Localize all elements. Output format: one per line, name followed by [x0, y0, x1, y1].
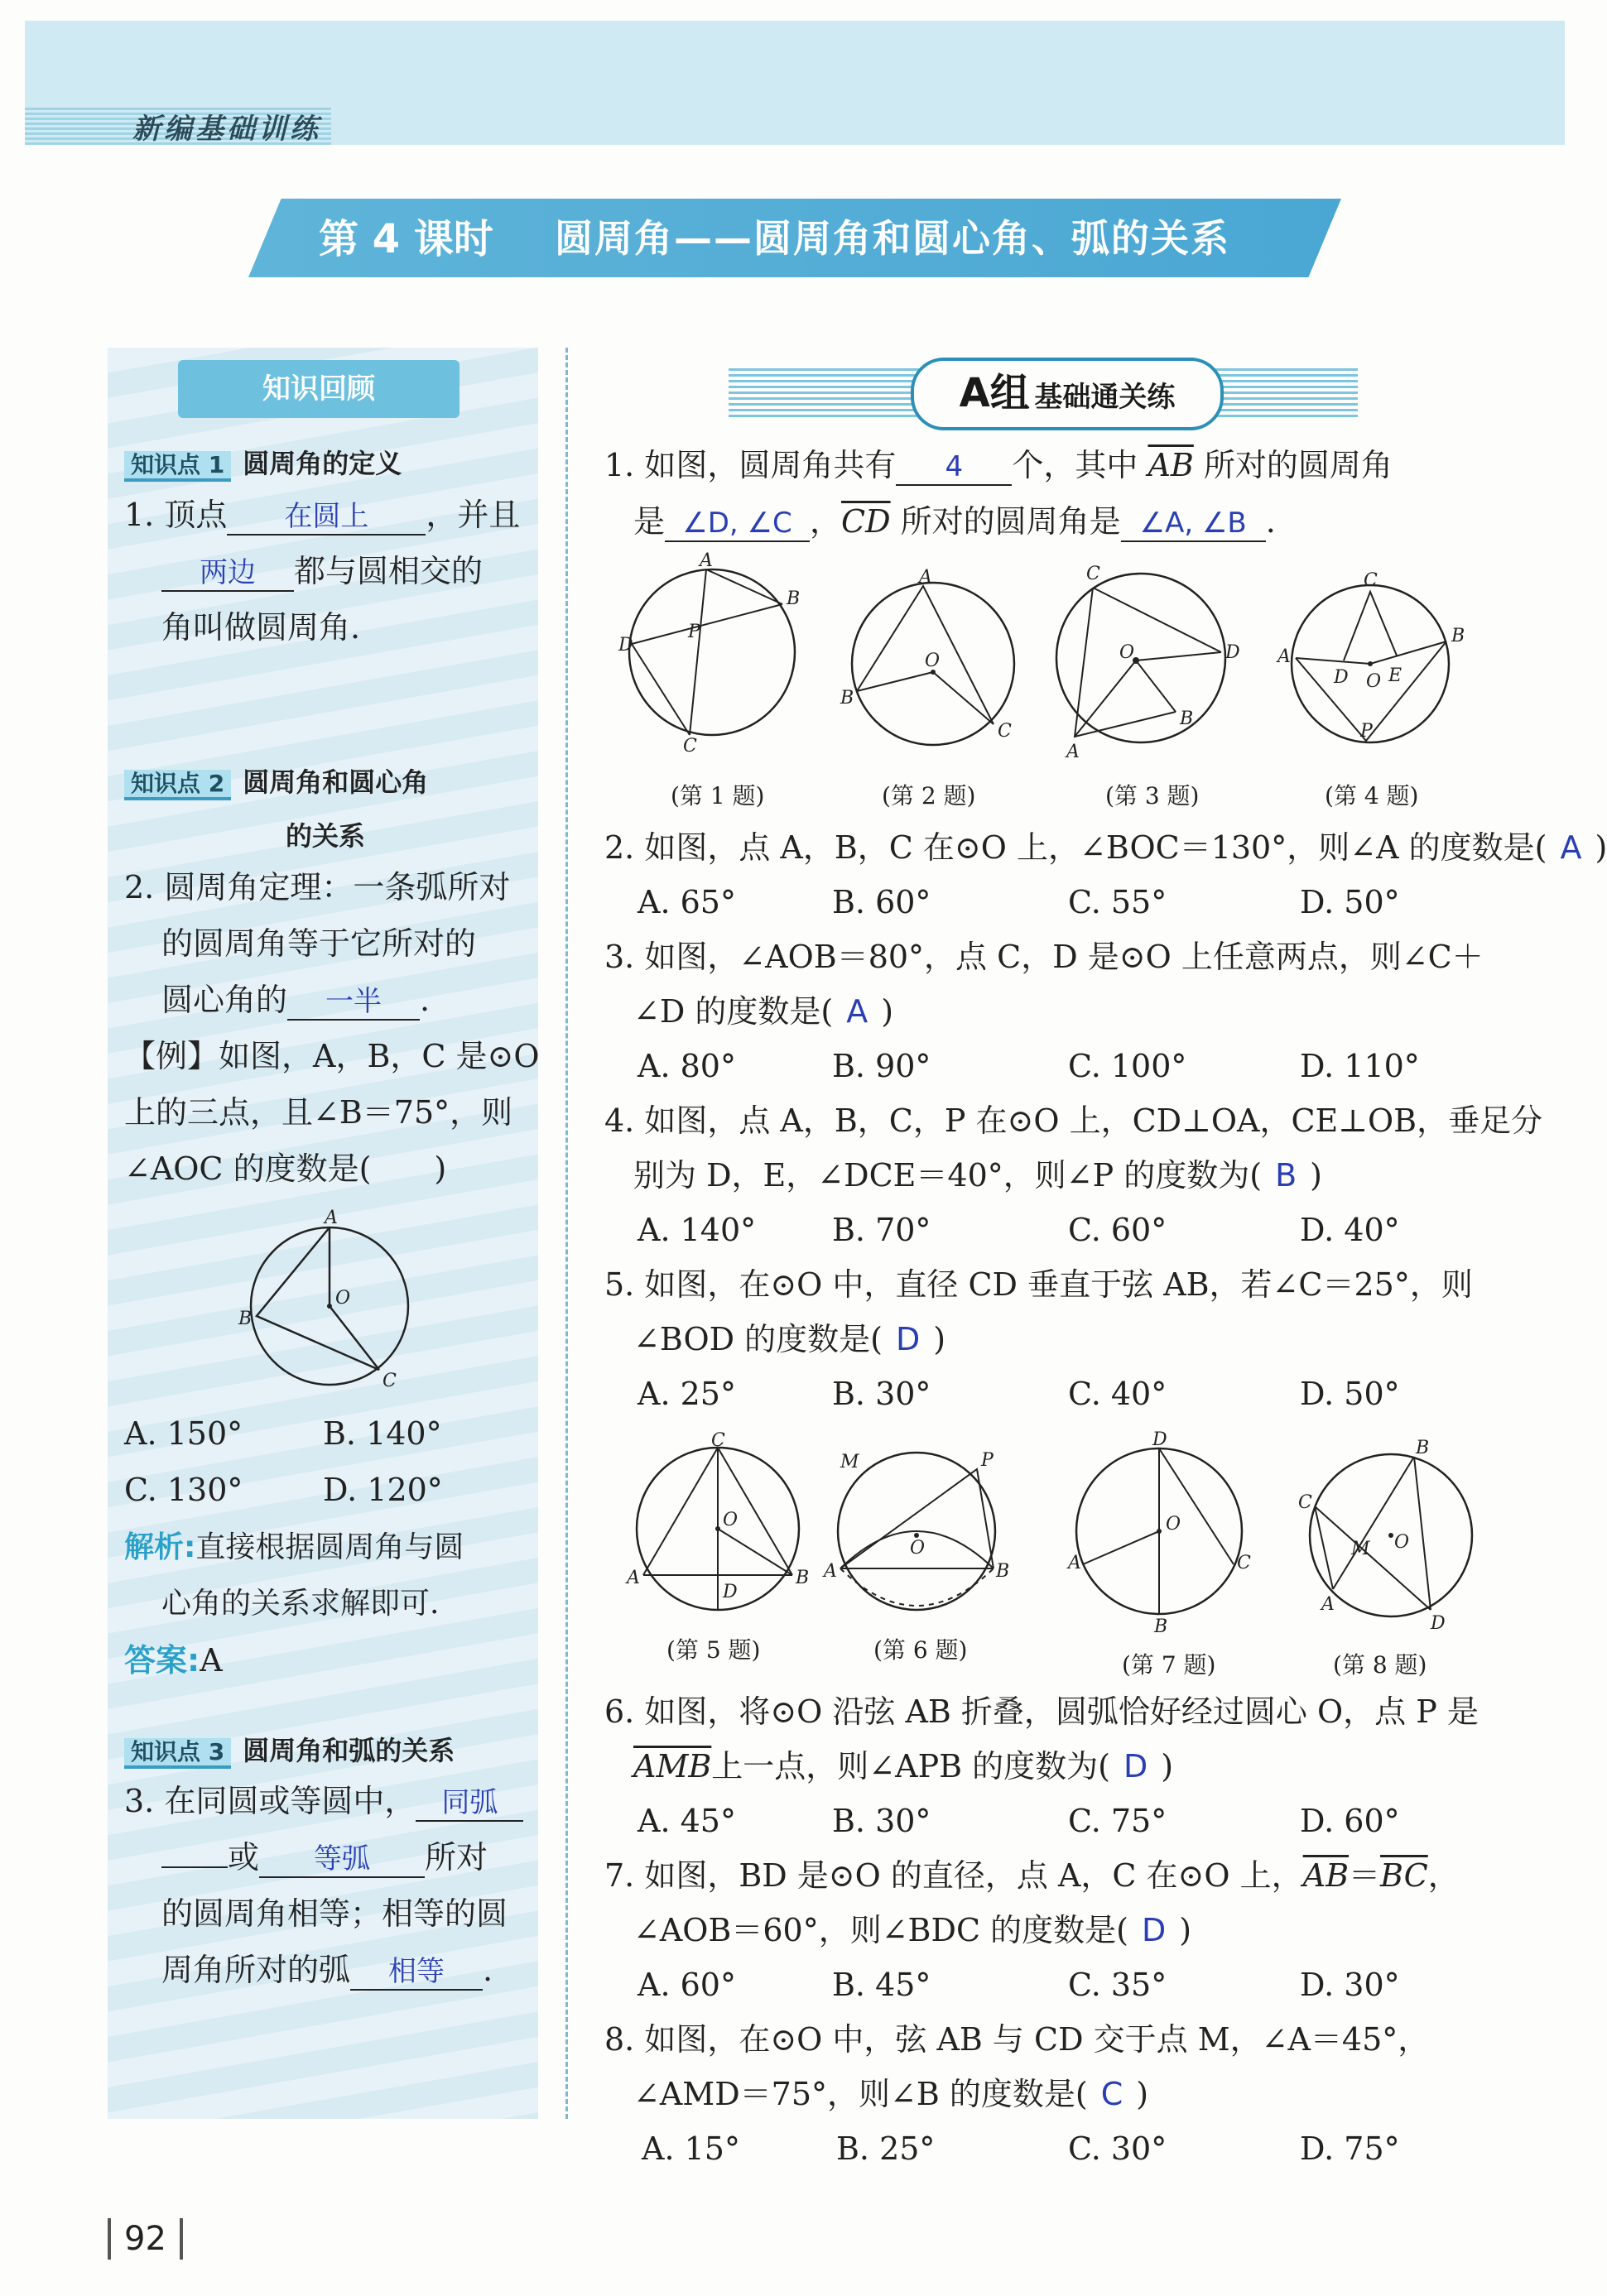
- chord: [706, 569, 782, 604]
- text: 2. 如图，点 A，B，C 在⊙O 上，∠BOC＝130°，则∠A 的度数是(: [604, 829, 1547, 866]
- rq7-opt-b: B. 45°: [832, 1967, 931, 2003]
- text: .: [420, 982, 431, 1018]
- rq5-opt-c: C. 40°: [1068, 1376, 1167, 1412]
- text: .: [483, 1952, 493, 1988]
- label-d: D: [1152, 1429, 1167, 1450]
- center-point: [327, 1304, 332, 1309]
- figure-6: [824, 1444, 1018, 1622]
- label-b: B: [1154, 1616, 1168, 1637]
- q1-line2: [161, 553, 483, 592]
- q1-line3: 角叫做圆周角.: [161, 609, 361, 646]
- rq4-stem2: [633, 1157, 1322, 1195]
- answer-blank: ∠A, ∠B: [1121, 507, 1266, 542]
- label-d: D: [1225, 642, 1240, 663]
- page-number: 92: [108, 2218, 183, 2260]
- radius: [718, 1529, 792, 1575]
- rq1-line1: [604, 447, 1393, 486]
- chord: [632, 644, 690, 735]
- label-b: B: [238, 1309, 253, 1329]
- radii: [1296, 641, 1446, 664]
- rq7-opt-c: C. 35°: [1068, 1967, 1167, 2003]
- label-c: C: [383, 1371, 397, 1391]
- figure-8: [1292, 1440, 1490, 1635]
- answer-label: 答案:: [124, 1642, 200, 1679]
- caption-7: (第 7 题): [1122, 1651, 1216, 1679]
- rq5-opt-d: D. 50°: [1300, 1376, 1400, 1412]
- rq4-opt-c: C. 60°: [1068, 1212, 1167, 1248]
- figure-5: [625, 1430, 816, 1622]
- answer: D: [1141, 1912, 1167, 1948]
- rq8-opt-a: A. 15°: [642, 2130, 740, 2167]
- kp2-label: 知识点 2: [124, 770, 231, 800]
- chord: [1333, 1457, 1414, 1589]
- example-line3: ∠AOC 的度数是( ): [124, 1150, 447, 1187]
- label-d: D: [1431, 1613, 1446, 1634]
- text: 所对: [425, 1839, 488, 1876]
- kp1-heading: [124, 443, 402, 481]
- example-opt-b: B. 140°: [323, 1415, 442, 1452]
- arc-label: $\overline{CD}$: [841, 503, 891, 540]
- chord: [1414, 1457, 1431, 1610]
- rq2-opt-d: D. 50°: [1300, 884, 1400, 920]
- answer-blank: 同弧: [416, 1786, 523, 1822]
- answer: B: [1275, 1157, 1297, 1194]
- rq5-opt-b: B. 30°: [832, 1376, 931, 1412]
- center-point: [1388, 1533, 1393, 1538]
- answer-blank: 在圆上: [227, 500, 426, 536]
- example-opt-a: A. 150°: [124, 1415, 243, 1452]
- text: .: [1265, 503, 1276, 540]
- label-a: A: [1277, 646, 1291, 667]
- text: 1. 顶点: [124, 497, 228, 533]
- rq6-opt-d: D. 60°: [1300, 1803, 1400, 1839]
- answer-blank: ∠D, ∠C: [665, 507, 810, 542]
- q3-line4: [161, 1952, 493, 1991]
- text: 或: [228, 1839, 260, 1876]
- text: ∠BOD 的度数是(: [633, 1321, 883, 1357]
- rq6-stem1: 6. 如图，将⊙O 沿弦 AB 折叠，圆弧恰好经过圆心 O，点 P 是: [604, 1693, 1479, 1730]
- caption-6: (第 6 题): [873, 1636, 968, 1664]
- label-m: M: [840, 1452, 859, 1472]
- example-line2: 上的三点，且∠B＝75°，则: [124, 1094, 513, 1131]
- rq7-opt-a: A. 60°: [638, 1967, 736, 2003]
- figure-4: [1271, 571, 1478, 761]
- label-b: B: [787, 588, 801, 609]
- q2-line2: 的圆周角等于它所对的: [161, 925, 477, 962]
- answer-blank: 相等: [350, 1955, 483, 1991]
- text: ): [1136, 2076, 1149, 2112]
- example-answer: [124, 1642, 223, 1680]
- center-point: [1157, 1529, 1162, 1534]
- rq6-opt-a: A. 45°: [638, 1803, 736, 1839]
- label-c: C: [1298, 1492, 1312, 1513]
- text: 直接根据圆周角与圆: [195, 1530, 464, 1564]
- rq3-stem2: [633, 993, 893, 1031]
- answer: A: [1560, 829, 1582, 866]
- label-a: A: [824, 1561, 837, 1582]
- group-header: [911, 358, 1224, 430]
- label-o: O: [1166, 1514, 1181, 1535]
- circle: [629, 569, 795, 735]
- rq3-stem1: 3. 如图，∠AOB＝80°，点 C，D 是⊙O 上任意两点，则∠C＋: [604, 939, 1484, 975]
- rq8-stem2: [633, 2076, 1148, 2114]
- label-o: O: [925, 651, 941, 671]
- rq7-opt-d: D. 30°: [1300, 1967, 1400, 2003]
- label-o: O: [1366, 671, 1382, 692]
- kp3-heading: [124, 1730, 455, 1768]
- label-c: C: [683, 736, 697, 757]
- text: A: [200, 1642, 223, 1679]
- text: ): [1595, 829, 1607, 866]
- central-angle: [857, 672, 994, 724]
- text: ，并且: [426, 497, 521, 533]
- figure-3: [1043, 555, 1250, 761]
- text: ，: [810, 503, 842, 540]
- rq2-stem: [604, 829, 1607, 867]
- answer-blank: 一半: [287, 985, 420, 1021]
- kp1-label: 知识点 1: [124, 451, 231, 482]
- answer-blank: 等弧: [259, 1842, 425, 1878]
- text: 所对的圆周角: [1203, 447, 1393, 483]
- label-a: A: [1068, 1553, 1081, 1573]
- label-o: O: [1394, 1532, 1410, 1553]
- label-m: M: [1351, 1539, 1370, 1559]
- circle: [1056, 574, 1225, 742]
- text: ): [1161, 1748, 1174, 1784]
- label-o: O: [723, 1510, 739, 1530]
- label-o: O: [335, 1288, 351, 1309]
- figure-7: [1068, 1429, 1267, 1637]
- text: ): [933, 1321, 946, 1357]
- rq4-opt-b: B. 70°: [832, 1212, 931, 1248]
- chord: [1315, 1506, 1333, 1589]
- kp2-heading: [124, 761, 428, 800]
- rq7-stem2: [633, 1912, 1191, 1950]
- caption-1: (第 1 题): [671, 782, 765, 809]
- rq4-opt-d: D. 40°: [1300, 1212, 1400, 1248]
- label-b: B: [1451, 626, 1465, 646]
- q2-line3: [161, 982, 430, 1021]
- example-analysis-line1: [124, 1530, 464, 1565]
- rq3-opt-b: B. 90°: [832, 1048, 931, 1084]
- text: 所对的圆周角是: [900, 503, 1121, 540]
- rq6-opt-c: C. 75°: [1068, 1803, 1167, 1839]
- label-o: O: [910, 1538, 926, 1559]
- label-c: C: [711, 1430, 725, 1451]
- caption-4: (第 4 题): [1325, 782, 1419, 809]
- text: 7. 如图，BD 是⊙O 的直径，点 A，C 在⊙O 上，: [604, 1857, 1303, 1894]
- q1-line1: [124, 497, 520, 536]
- rq5-stem1: 5. 如图，在⊙O 中，直径 CD 垂直于弦 AB，若∠C＝25°，则: [604, 1266, 1473, 1303]
- example-opt-c: C. 130°: [124, 1472, 243, 1508]
- chord: [1159, 1448, 1234, 1564]
- q3-line3: 的圆周角相等；相等的圆: [161, 1895, 508, 1932]
- rq6-stem2: [633, 1748, 1173, 1786]
- lesson-number: 第 4 课时: [319, 216, 493, 262]
- caption-5: (第 5 题): [666, 1636, 761, 1664]
- radius: [1083, 1531, 1159, 1564]
- label-d: D: [1334, 667, 1349, 688]
- answer-blank: 两边: [161, 556, 294, 592]
- label-a: A: [1066, 742, 1080, 762]
- answer-blank: 4: [896, 450, 1012, 486]
- text: 都与圆相交的: [294, 553, 484, 589]
- rq8-opt-c: C. 30°: [1068, 2130, 1167, 2167]
- example-analysis-line2: 心角的关系求解即可.: [161, 1587, 440, 1621]
- label-p: P: [981, 1450, 994, 1471]
- text: ∠AMD＝75°，则∠B 的度数是(: [633, 2076, 1088, 2112]
- rq4-stem1: 4. 如图，点 A，B，C，P 在⊙O 上，CD⊥OA，CE⊥OB，垂足分: [604, 1102, 1543, 1139]
- arc-label: $\overline{AB}$: [1302, 1857, 1350, 1894]
- text: ): [1179, 1912, 1192, 1948]
- label-c: C: [998, 721, 1012, 742]
- label-p: P: [688, 622, 700, 642]
- label-o: O: [1119, 642, 1135, 663]
- rq1-line2: [633, 503, 1276, 542]
- text: 上一点，则∠APB 的度数为(: [711, 1748, 1110, 1784]
- arc-label: $\overline{AB}$: [1148, 447, 1194, 483]
- label-e: E: [1388, 665, 1403, 686]
- q3-line2: [161, 1839, 488, 1878]
- text: 是: [633, 503, 666, 540]
- rq8-stem1: 8. 如图，在⊙O 中，弦 AB 与 CD 交于点 M，∠A＝45°，: [604, 2021, 1430, 2058]
- answer-blank: [161, 1866, 228, 1868]
- text: ): [881, 993, 894, 1030]
- caption-8: (第 8 题): [1333, 1651, 1427, 1679]
- arc-label: $\overline{AMB}$: [633, 1748, 712, 1784]
- label-a: A: [1321, 1594, 1335, 1615]
- label-d: D: [723, 1582, 738, 1602]
- answer: D: [1123, 1748, 1148, 1784]
- label-a: A: [325, 1208, 338, 1228]
- answer: A: [846, 993, 868, 1030]
- text: ∠AOB＝60°，则∠BDC 的度数是(: [633, 1912, 1128, 1948]
- rq4-opt-a: A. 140°: [638, 1212, 757, 1248]
- label-b: B: [1416, 1438, 1430, 1458]
- kp1-title: 圆周角的定义: [243, 448, 402, 479]
- q2-line1: 2. 圆周角定理：一条弧所对: [124, 869, 511, 905]
- label-b: B: [840, 688, 854, 708]
- example-line1: 【例】如图，A，B，C 是⊙O: [124, 1038, 540, 1074]
- q3-line1: [124, 1783, 523, 1822]
- rq2-opt-b: B. 60°: [832, 884, 931, 920]
- text: ＝: [1349, 1857, 1381, 1894]
- rq2-opt-a: A. 65°: [638, 884, 736, 920]
- text: 1. 如图，圆周角共有: [604, 447, 897, 483]
- figure-1: [617, 550, 807, 757]
- rq5-stem2: [633, 1321, 945, 1359]
- rq7-stem1: [604, 1857, 1460, 1895]
- text: 个，其中: [1012, 447, 1138, 483]
- center-point: [1368, 661, 1373, 666]
- text: ，: [1427, 1857, 1460, 1894]
- label-c: C: [1237, 1553, 1251, 1573]
- example-opt-d: D. 120°: [323, 1472, 443, 1508]
- central-angle: [1075, 652, 1221, 737]
- rq3-opt-d: D. 110°: [1300, 1048, 1420, 1084]
- kp2-title-line2: 的关系: [286, 820, 366, 852]
- label-b: B: [1180, 708, 1194, 729]
- text: ∠D 的度数是(: [633, 993, 834, 1030]
- rq3-opt-a: A. 80°: [638, 1048, 736, 1084]
- label-c: C: [1364, 570, 1378, 591]
- caption-3: (第 3 题): [1105, 782, 1200, 809]
- rq2-opt-c: C. 55°: [1068, 884, 1167, 920]
- rq3-opt-c: C. 100°: [1068, 1048, 1187, 1084]
- caption-2: (第 2 题): [882, 782, 976, 809]
- book-title: 新编基础训练: [132, 113, 321, 146]
- answer: D: [896, 1321, 921, 1357]
- example-figure: [232, 1208, 431, 1407]
- chord: [1093, 588, 1221, 652]
- label-b: B: [796, 1568, 810, 1588]
- label-a: A: [919, 567, 932, 588]
- center-point: [715, 1526, 720, 1531]
- group-title: 基础通关练: [1034, 381, 1176, 414]
- label-a: A: [700, 550, 713, 571]
- rq6-opt-b: B. 30°: [832, 1803, 931, 1839]
- perpendiculars: [1344, 592, 1397, 660]
- group-label: A组: [959, 370, 1030, 416]
- label-b: B: [996, 1561, 1010, 1582]
- text: 圆心角的: [161, 982, 288, 1018]
- lesson-title: 圆周角——圆周角和圆心角、弧的关系: [555, 216, 1230, 261]
- column-divider: [565, 348, 568, 2119]
- rq8-opt-d: D. 75°: [1300, 2130, 1400, 2167]
- text: 别为 D，E，∠DCE＝40°，则∠P 的度数为(: [633, 1157, 1263, 1194]
- answer: C: [1100, 2076, 1123, 2112]
- label-p: P: [1360, 721, 1373, 742]
- label-a: A: [627, 1568, 640, 1588]
- chord: [690, 569, 706, 735]
- arc-label: $\overline{BC}$: [1380, 1857, 1428, 1894]
- rq5-opt-a: A. 25°: [638, 1376, 736, 1412]
- kp3-title: 圆周角和弧的关系: [243, 1735, 455, 1766]
- rq8-opt-b: B. 25°: [836, 2130, 936, 2167]
- label-d: D: [618, 635, 633, 656]
- review-tag: 知识回顾: [178, 360, 459, 418]
- analysis-label: 解析:: [124, 1530, 196, 1564]
- chord: [1136, 660, 1176, 712]
- label-c: C: [1086, 564, 1100, 584]
- chord: [632, 604, 782, 644]
- text: 周角所对的弧: [161, 1952, 351, 1988]
- text: ): [1310, 1157, 1322, 1194]
- figure-2: [840, 567, 1031, 753]
- kp3-label: 知识点 3: [124, 1738, 231, 1769]
- text: 3. 在同圆或等圆中，: [124, 1783, 416, 1819]
- kp2-title: 圆周角和圆心角: [243, 766, 429, 798]
